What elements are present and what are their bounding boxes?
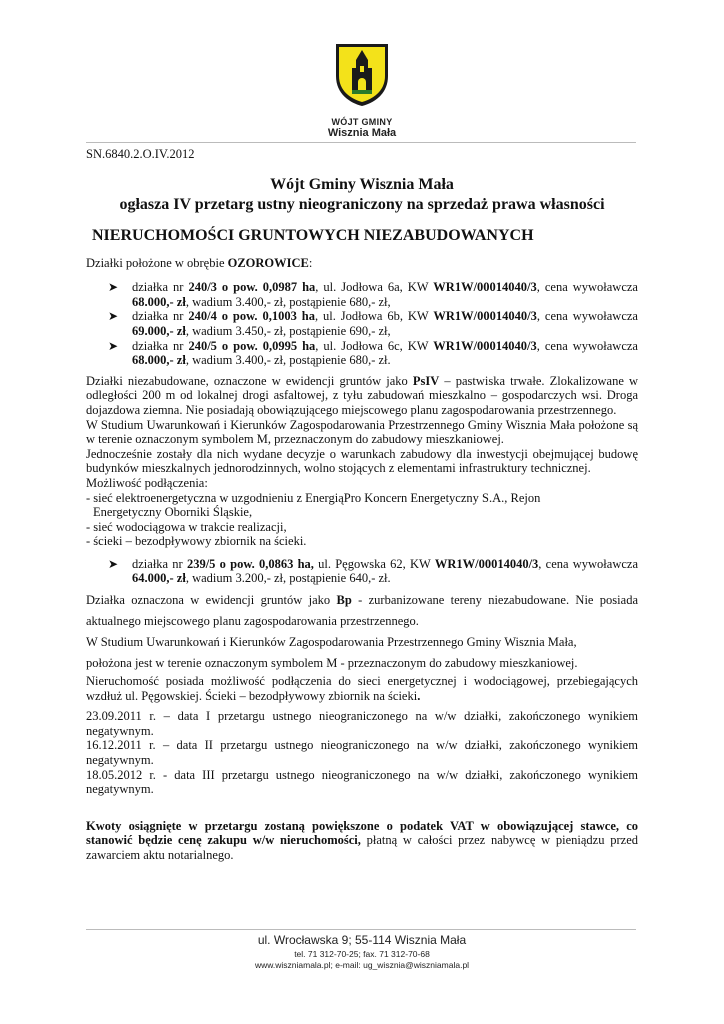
- letterhead: [0, 40, 724, 139]
- header-rule: [86, 142, 636, 143]
- arrow-bullet-icon: ➤: [108, 556, 119, 571]
- plot-item: ➤ działka nr 239/5 o pow. 0,0863 ha, ul. Pęgowska 62, KW WR1W/00014040/3, cena wywoławcza 64.000,- zł, wadium 3.200,- zł, postąpienie 640,- zł.: [108, 556, 639, 586]
- study-b-line1: W Studium Uwarunkowań i Kierunków Zagospodarowania Przestrzennego Gminy Wisznia Mała,: [86, 635, 577, 650]
- history-item: 18.05.2012 r. - data III przetargu ustnego nieograniczonego na w/w działki, zakończonego wynikiem negatywnym.: [86, 767, 638, 797]
- vat-notice: Kwoty osiągnięte w przetargu zostaną powiększone o podatek VAT w obowiązującej stawce, co stanowić będzie cenę zakupu w/w nieruchomości, płatną w całości przez nabywcę w pieniądzu przed zawarciem aktu notarialnego.: [86, 818, 638, 862]
- description-b: Działka oznaczona w ewidencji gruntów jako Bp - zurbanizowane tereny niezabudowane. Nie posiada aktualnego miejscowego planu zagospodarowania przestrzennego. W Studium Uwarunkowań i Kierunków Zagospodarowania Przestrzennego Gminy Wisznia Mała, położona jest w terenie oznaczonym symbolem M - przeznaczonym do zabudowy mieszkaniowej.: [86, 590, 638, 674]
- footer-address: ul. Wrocławska 9; 55-114 Wisznia Mała: [257, 933, 467, 947]
- title-line2: ogłasza IV przetarg ustny nieograniczony na sprzedaż prawa własności: [119, 196, 605, 213]
- footer-phones: tel. 71 312-70-25; fax. 71 312-70-68: [294, 949, 430, 959]
- history-item: 16.12.2011 r. – data II przetargu ustnego nieograniczonego na w/w działki, zakończonego wynikiem negatywnym.: [86, 738, 638, 768]
- connections-label: Możliwość podłączenia:: [86, 475, 208, 490]
- plot-item: ➤ działka nr 240/5 o pow. 0,0995 ha, ul. Jodłowa 6c, KW WR1W/00014040/3, cena wywoławcza 68.000,- zł, wadium 3.400,- zł, postąpienie 680,- zł.: [108, 338, 638, 368]
- arrow-bullet-icon: ➤: [108, 309, 119, 324]
- plot-list-a: [86, 280, 638, 368]
- announcement-body: [86, 175, 638, 863]
- plot-list-b: [86, 557, 638, 586]
- tender-history: [86, 709, 638, 797]
- history-item: 23.09.2011 r. – data I przetargu ustnego nieograniczonego na w/w działki, zakończonego wynikiem negatywnym.: [86, 709, 638, 738]
- connection-item: Energetyczny Oborniki Śląskie,: [93, 505, 253, 520]
- plot-item: ➤ działka nr 240/4 o pow. 0,1003 ha, ul. Jodłowa 6b, KW WR1W/00014040/3, cena wywoławcza 69.000,- zł, wadium 3.450,- zł, postąpienie 690,- zł,: [108, 309, 638, 338]
- title-line1: Wójt Gminy Wisznia Mała: [270, 176, 454, 193]
- study-a: W Studium Uwarunkowań i Kierunków Zagospodarowania Przestrzennego Gminy Wisznia Mała położone są w terenie oznaczonym symbolem M, przeznaczonym do zabudowy mieszkaniowej.: [86, 417, 638, 447]
- org-line1: WÓJT GMINY: [331, 117, 393, 127]
- footer-web: www.wiszniamala.pl; e-mail: ug_wisznia@wiszniamala.pl: [254, 960, 470, 970]
- study-b-line2: położona jest w terenie oznaczonym symbolem M - przeznaczonym do zabudowy mieszkaniowej.: [86, 656, 578, 671]
- connection-item: - ścieki – bezodpływowy zbiornik na ścieki.: [86, 534, 307, 549]
- arrow-bullet-icon: ➤: [108, 280, 119, 295]
- arrow-bullet-icon: ➤: [108, 338, 119, 353]
- reference-number: SN.6840.2.O.IV.2012: [86, 147, 195, 161]
- connection-item: - sieć wodociągowa w trakcie realizacji,: [86, 519, 287, 534]
- coat-of-arms-icon: [332, 40, 392, 108]
- connection-item: - sieć elektroenergetyczna w uzgodnieniu z EnergiąPro Koncern Energetyczny S.A., Rejon: [86, 490, 541, 505]
- title-line3: NIERUCHOMOŚCI GRUNTOWYCH NIEZABUDOWANYCH: [92, 227, 534, 244]
- plot-item: ➤ działka nr 240/3 o pow. 0,0987 ha, ul. Jodłowa 6a, KW WR1W/00014040/3, cena wywoławcza 68.000,- zł, wadium 3.400,- zł, postąpienie 680,- zł,: [108, 280, 638, 309]
- decision-a: Jednocześnie zostały dla nich wydane decyzje o warunkach zabudowy dla inwestycji obejmującej budowę budynków mieszkalnych jednorodzinnych, wolno stojących z elementami infrastruktury technicznej.: [86, 446, 638, 476]
- footer-rule: [86, 929, 636, 930]
- org-line2: Wisznia Mała: [327, 127, 397, 139]
- location-line: Działki położone w obrębie OZOROWICE:: [86, 255, 313, 270]
- description-a: Działki niezabudowane, oznaczone w ewidencji gruntów jako PsIV – pastwiska trwałe. Zlokalizowane w odległości 200 m od lokalnej drogi asfaltowej, z tyłu zabudowań mieszkalno – gospodarczych wsi. Droga dojazdowa ziemna. Nie posiadają obowiązującego miejscowego planu zagospodarowania przestrzennego.: [86, 373, 638, 417]
- footer: [0, 933, 724, 970]
- connections-b: Nieruchomość posiada możliwość podłączenia do sieci energetycznej i wodociągowej, przebiegających wzdłuż ul. Pęgowskiej. Ścieki – bezodpływowy zbiornik na ścieki.: [86, 674, 638, 703]
